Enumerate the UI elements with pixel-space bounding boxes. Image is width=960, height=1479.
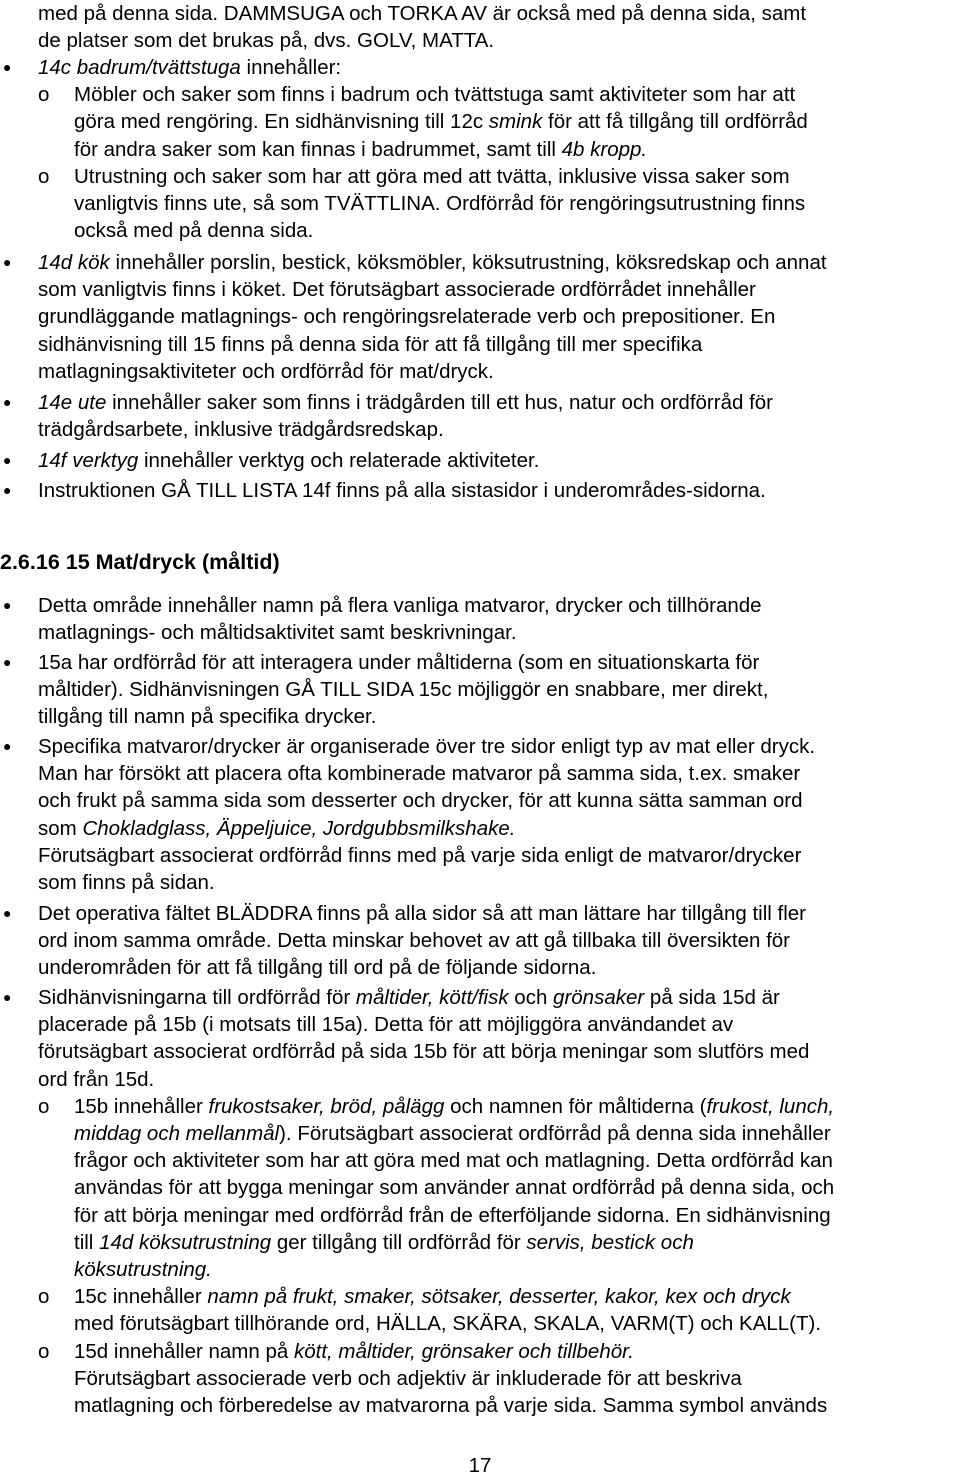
list-item: ● 15a har ordförråd för att interagera under måltiderna (som en situationskarta för: [0, 649, 768, 676]
page-number: 17: [468, 1454, 492, 1477]
text-line: som Chokladglass, Äppeljuice, Jordgubbsmilkshake.: [38, 816, 516, 840]
sub-list-item: [0, 163, 808, 190]
sub-list-item: [0, 81, 808, 108]
sub-list-item: o 15d innehåller namn på kött, måltider, grönsaker och tillbehör.: [0, 1338, 834, 1365]
text: Möbler och saker som finns i badrum och tvättstuga samt aktiviteter som har att: [74, 83, 796, 107]
sub-bullet-icon: o: [38, 1339, 50, 1363]
bullet-15a: [0, 649, 768, 731]
text-line: som vanligtvis finns i köket. Det förutsägbart associerade ordförrådet innehåller: [38, 278, 756, 302]
text-line: användas för att bygga meningar som använder annat ordförråd på denna sida, och: [74, 1176, 835, 1200]
bullet-icon: ●: [3, 59, 12, 75]
text-line: ord inom samma område. Detta minskar behovet av att gå tillbaka till översikten för: [38, 929, 790, 953]
list-item: ● 14d kök innehåller porslin, bestick, köksmöbler, köksutrustning, köksredskap och annat: [0, 249, 827, 276]
text-line: med på denna sida. DAMMSUGA och TORKA AV är också med på denna sida, samt: [38, 2, 807, 25]
text-line: tillgång till namn på specifika drycker.: [38, 705, 377, 729]
bullet-icon: ●: [3, 254, 12, 270]
bullet-icon: ●: [3, 654, 12, 670]
text-line: underområden för att få tillgång till ord på de följande sidorna.: [38, 956, 597, 980]
bullet-icon: ●: [3, 394, 12, 410]
list-item: ● 14f verktyg innehåller verktyg och relaterade aktiviteter.: [0, 447, 539, 474]
sub-bullet-icon: o: [38, 1285, 50, 1309]
carryover-text: [0, 0, 806, 54]
bullet-icon: ●: [3, 597, 12, 613]
bullet-area: [0, 592, 762, 646]
bullet-bladdra: [0, 900, 806, 982]
sub-list-item: o 15c innehåller namn på frukt, smaker, sötsaker, desserter, kakor, kex och dryck: [0, 1283, 834, 1310]
list-item: ● Specifika matvaror/drycker är organiserade över tre sidor enligt typ av mat eller dryck.: [0, 733, 815, 760]
bullet-icon: ●: [3, 482, 12, 498]
text-line: köksutrustning.: [74, 1258, 212, 1282]
bullet-icon: ●: [3, 989, 12, 1005]
text-line: för andra saker som kan finnas i badrummet, samt till 4b kropp.: [74, 137, 648, 161]
text-line: Förutsägbart associerade verb och adjektiv är inkluderade för att beskriva: [74, 1366, 742, 1390]
list-item: ● Detta område innehåller namn på flera vanliga matvaror, drycker och tillhörande: [0, 592, 762, 619]
text-line: vanligtvis finns ute, så som TVÄTTLINA. Ordförråd för rengöringsutrustning finns: [74, 192, 806, 216]
text-line: måltider). Sidhänvisningen GÅ TILL SIDA 15c möjliggör en snabbare, mer direkt,: [38, 678, 769, 702]
text-line: frågor och aktiviteter som har att göra med mat och matlagning. Detta ordförråd kan: [74, 1149, 833, 1173]
text-line: matlagning och förberedelse av matvarorna på varje sida. Samma symbol används: [74, 1394, 828, 1418]
bullet-14e: [0, 389, 773, 443]
section-heading: [0, 549, 280, 576]
text-line: trädgårdsarbete, inklusive trädgårdsredskap.: [38, 418, 444, 442]
text-line: middag och mellanmål). Förutsägbart associerat ordförråd på denna sida innehåller: [74, 1122, 831, 1146]
text-line: förutsägbart associerat ordförråd på sida 15b för att börja meningar som slutförs med: [38, 1040, 810, 1064]
text: Utrustning och saker som har att göra med att tvätta, inklusive vissa saker som: [74, 164, 790, 188]
list-item: ● Instruktionen GÅ TILL LISTA 14f finns på alla sistasidor i underområdes-sidorna.: [0, 477, 766, 504]
text-line: grundläggande matlagnings- och rengöringsrelaterade verb och prepositioner. En: [38, 305, 776, 329]
text-line: med förutsägbart tillhörande ord, HÄLLA, SKÄRA, SKALA, VARM(T) och KALL(T).: [74, 1312, 822, 1336]
text-line: ord från 15d.: [38, 1067, 155, 1091]
sub-list-item: o 15b innehåller frukostsaker, bröd, pålägg och namnen för måltiderna (frukost, lunch,: [0, 1093, 834, 1120]
bullet-14d: [0, 249, 827, 385]
bullet-14c: [0, 54, 808, 244]
text-line: sidhänvisning till 15 finns på denna sida för att få tillgång till mer specifika: [38, 332, 703, 356]
text-line: också med på denna sida.: [74, 219, 314, 243]
text-line: placerade på 15b (i motsats till 15a). Detta för att möjliggöra användandet av: [38, 1013, 734, 1037]
bullet-instruction: [0, 477, 766, 504]
text-line: för att börja meningar med ordförråd från de efterföljande sidorna. En sidhänvisning: [74, 1203, 831, 1227]
bullet-references: [0, 984, 834, 1419]
text-line: Förutsägbart associerat ordförråd finns med på varje sida enligt de matvaror/drycker: [38, 843, 802, 867]
bullet-icon: ●: [3, 738, 12, 754]
text-line: de platser som det brukas på, dvs. GOLV, MATTA.: [38, 29, 495, 53]
sub-bullet-icon: o: [38, 164, 50, 188]
bullet-specific-foods: [0, 733, 815, 896]
list-item: [0, 54, 808, 81]
text-line: Man har försökt att placera ofta kombinerade matvaror på samma sida, t.ex. smaker: [38, 762, 801, 786]
text-line: matlagnings- och måltidsaktivitet samt beskrivningar.: [38, 621, 517, 645]
bullet-14f: [0, 447, 539, 474]
bullet-icon: ●: [3, 905, 12, 921]
sub-bullet-icon: o: [38, 1094, 50, 1118]
sub-bullet-icon: o: [38, 83, 50, 107]
page-title: 2.6.16 15 Mat/dryck (måltid): [0, 550, 280, 574]
emphasis-text: 14c badrum/tvättstuga: [38, 56, 241, 79]
text-line: till 14d köksutrustning ger tillgång till ordförråd för servis, bestick och: [74, 1230, 694, 1254]
list-item: ● 14e ute innehåller saker som finns i trädgården till ett hus, natur och ordförråd för: [0, 389, 773, 416]
text-line: matlagningsaktiviteter och ordförråd för mat/dryck.: [38, 359, 494, 383]
list-item: ● Det operativa fältet BLÄDDRA finns på alla sidor så att man lättare har tillgång till fler: [0, 900, 806, 927]
list-item: ● Sidhänvisningarna till ordförråd för måltider, kött/fisk och grönsaker på sida 15d är: [0, 984, 834, 1011]
text-line: göra med rengöring. En sidhänvisning till 12c smink för att få tillgång till ordförråd: [74, 110, 808, 134]
text-line: som finns på sidan.: [38, 871, 215, 895]
bullet-icon: ●: [3, 452, 12, 468]
text: innehåller:: [240, 56, 342, 79]
text-line: och frukt på samma sida som desserter och drycker, för att kunna sätta samman ord: [38, 789, 803, 813]
